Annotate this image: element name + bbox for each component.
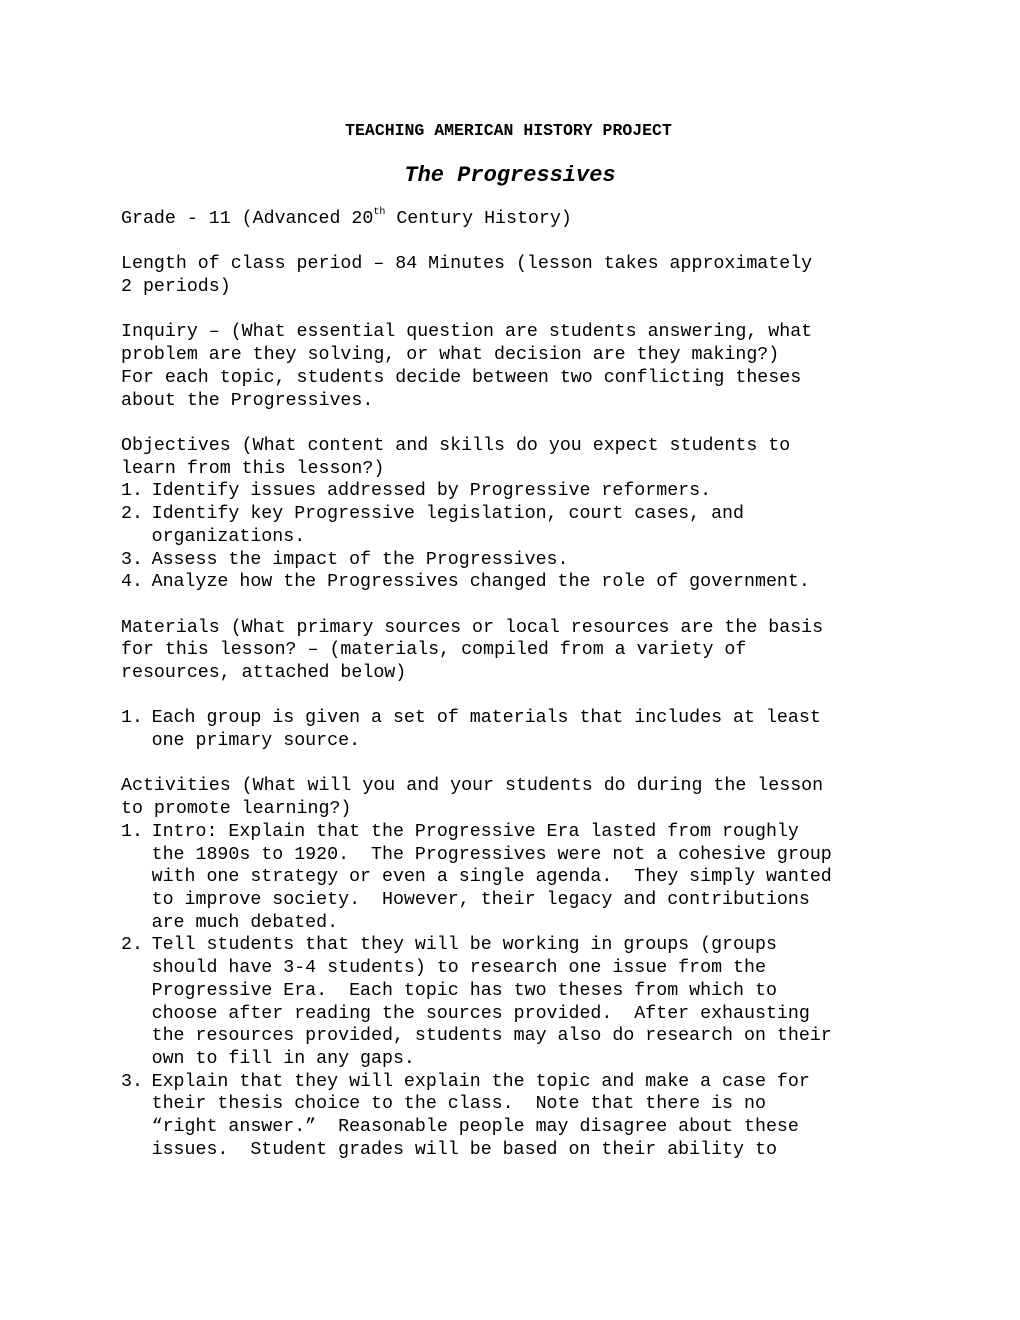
paragraph-line: Length of class period – 84 Minutes (lesson takes approximately [121, 254, 813, 275]
list-number: 2. [121, 504, 143, 525]
section-intro-line: resources, attached below) [121, 663, 407, 683]
list-item-text: Identify issues addressed by Progressive reformers. [151, 481, 712, 502]
list-item [121, 480, 911, 503]
list-item-text: Intro: Explain that the Progressive Era lasted from roughly the 1890s to 1920. The Progressives were not a cohesive group with one strategy or even a single agenda. They simply wanted to improve society. However, their legacy and contributions are much debated. [151, 821, 832, 933]
grade-superscript: th [373, 206, 386, 218]
inquiry-paragraph [121, 321, 911, 412]
activities-list [121, 821, 911, 1162]
list-item-text: Analyze how the Progressives changed the role of government. [151, 572, 810, 593]
section-intro-line: Activities (What will you and your students do during the lesson [121, 776, 824, 797]
section-intro-line: for this lesson? – (materials, compiled from a variety of [121, 640, 747, 661]
list-item [121, 707, 911, 752]
list-item [121, 571, 911, 594]
list-item-text: Identify key Progressive legislation, court cases, and organizations. [151, 504, 745, 547]
grade-prefix: Grade - 11 (Advanced 20 [121, 209, 374, 229]
list-item-text: Tell students that they will be working in groups (groups should have 3-4 students) to research one issue from the Progressive Era. Each topic has two theses from which to choose after reading the sources provided. After exhausting the resources provided, students may also do research on their own to fill in any gaps. [151, 935, 832, 1069]
list-item [121, 821, 911, 935]
list-item-text: Each group is given a set of materials that includes at least one primary source. [151, 708, 821, 752]
paragraph-line: Inquiry – (What essential question are students answering, what [121, 322, 813, 343]
list-item [121, 503, 911, 548]
activities-section [121, 775, 911, 1161]
paragraph-line: problem are they solving, or what decision are they making?) [121, 345, 780, 366]
materials-section [121, 617, 911, 753]
paragraph-line: about the Progressives. [121, 390, 374, 411]
section-intro-line: Objectives (What content and skills do you expect students to [121, 435, 791, 456]
paragraph-line: 2 periods) [121, 277, 231, 298]
list-number: 2. [121, 935, 143, 956]
grade-suffix: Century History) [385, 209, 572, 229]
objectives-section [121, 435, 911, 594]
list-item [121, 934, 911, 1070]
list-item-text: Explain that they will explain the topic and make a case for their thesis choice to the class. Note that there is no “right answer.” Reasonable people may disagree about these issues. Student grades will be based on their ability to [151, 1071, 810, 1160]
paragraph-line: For each topic, students decide between two conflicting theses [121, 367, 802, 388]
list-number: 1. [121, 481, 143, 502]
grade-line [121, 208, 911, 231]
list-item [121, 1071, 911, 1162]
section-intro-line: Materials (What primary sources or local resources are the basis [121, 617, 824, 638]
objectives-list [121, 480, 911, 594]
project-heading: TEACHING AMERICAN HISTORY PROJECT [345, 121, 672, 140]
list-number: 3. [121, 1071, 143, 1092]
class-length-paragraph [121, 253, 911, 298]
list-number: 4. [121, 572, 143, 593]
lesson-title: The Progressives [404, 163, 616, 188]
section-intro-line: to promote learning?) [121, 799, 352, 820]
materials-list [121, 707, 911, 752]
list-number: 1. [121, 821, 143, 842]
document-body [121, 120, 911, 1161]
section-intro-line: learn from this lesson?) [121, 458, 385, 479]
list-item-text: Assess the impact of the Progressives. [151, 549, 569, 570]
list-number: 1. [121, 708, 143, 729]
list-number: 3. [121, 549, 143, 570]
list-item [121, 549, 911, 572]
